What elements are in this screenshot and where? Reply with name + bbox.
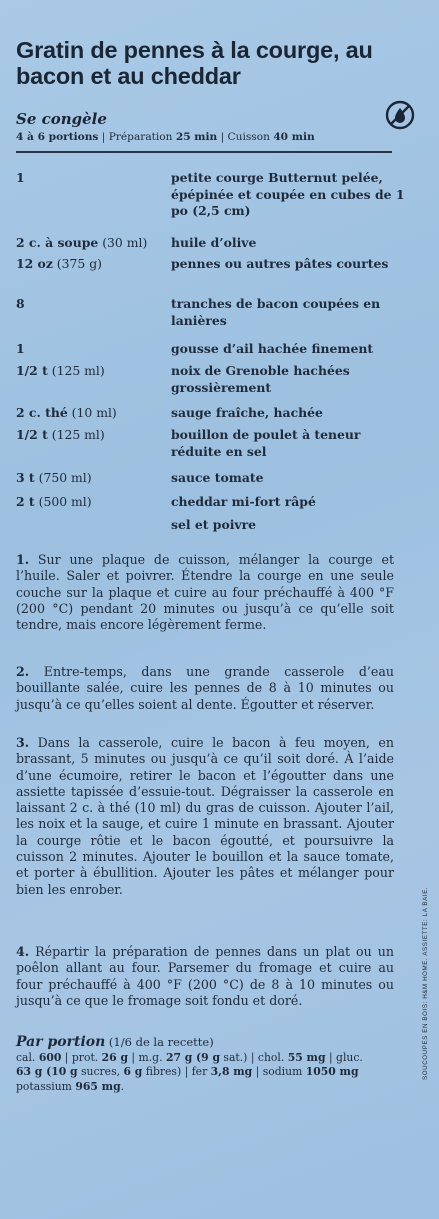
ingredient-name: sauge fraîche, hachée bbox=[171, 405, 323, 420]
ingredient-qty: 12 oz (375 g) bbox=[16, 256, 102, 271]
ingredient-name: noix de Grenoble hachées grossièrement bbox=[171, 363, 350, 395]
step-1: 1. Sur une plaque de cuisson, mélanger la courge et l’huile. Saler et poivrer. Étendre la courge en une seule couche sur la plaque et cuire au four préchauffé à 400 °F (200 °C) pendant 20 minutes ou jusqu’à ce qu’elle soit tendre, mais encore légèrement ferme. bbox=[16, 552, 394, 633]
ingredient-qty: 1/2 t (125 ml) bbox=[16, 427, 105, 442]
meta-separator: | bbox=[217, 131, 228, 143]
step-3: 3. Dans la casserole, cuire le bacon à feu moyen, en brassant, 5 minutes ou jusqu’à ce qu’il soit doré. À l’aide d’une écumoire, retirer le bacon et l’égoutter dans une assiette tapissée d’essuie-tout. Dégraisser la casserole en laissant 2 c. à thé (10 ml) du gras de cuisson. Ajouter l’ail, les noix et la sauge, et cuire 1 minute en brassant. Ajouter la courge rôtie et le bacon égoutté, et poursuivre la cuisson 2 minutes. Ajouter le bouillon et la sauce tomate, et porter à ébullition. Ajouter les pâtes et mélanger pour bien les enrober. bbox=[16, 735, 394, 897]
ingredient-name: petite courge Butternut pelée, épépinée et coupée en cubes de 1 po (2,5 cm) bbox=[171, 170, 405, 218]
step-4: 4. Répartir la préparation de pennes dans un plat ou un poêlon allant au four. Parsemer du fromage et cuire au four préchauffé à 400 °F (200 °C) de 8 à 10 minutes ou jusqu’à ce que le fromage soit fondu et doré. bbox=[16, 944, 394, 1008]
freeze-label: Se congèle bbox=[16, 110, 107, 128]
ingredient-qty: 1 bbox=[16, 170, 25, 185]
ingredient-qty: 2 c. à soupe (30 ml) bbox=[16, 235, 148, 250]
divider bbox=[16, 151, 392, 153]
meta-separator: | bbox=[98, 131, 109, 143]
ingredient-name: bouillon de poulet à teneur réduite en sel bbox=[171, 427, 361, 459]
recipe-title: Gratin de pennes à la courge, au bacon et au cheddar bbox=[16, 37, 373, 89]
prep-time: 25 min bbox=[175, 131, 218, 143]
photo-credit: SOUCOUPES EN BOIS: H&M HOME. ASSIETTE: LA BAIE. bbox=[422, 886, 429, 1080]
ingredient-name: pennes ou autres pâtes courtes bbox=[171, 256, 389, 271]
ingredient-name: sauce tomate bbox=[171, 470, 264, 485]
portions: 4 à 6 portions bbox=[16, 131, 99, 143]
ingredient-qty: 1 bbox=[16, 341, 25, 356]
ingredient-name: tranches de bacon coupées en lanières bbox=[171, 296, 381, 328]
cook-time: 40 min bbox=[273, 131, 315, 143]
nutrition-heading: Par portion (1/6 de la recette) bbox=[16, 1034, 214, 1050]
ingredient-name: cheddar mi-fort râpé bbox=[171, 494, 316, 509]
ingredient-name: sel et poivre bbox=[171, 517, 257, 532]
ingredient-qty: 8 bbox=[16, 296, 25, 311]
no-freeze-icon bbox=[385, 100, 415, 130]
cook-label: Cuisson bbox=[227, 131, 274, 143]
ingredient-name: gousse d’ail hachée finement bbox=[171, 341, 374, 356]
ingredient-qty: 3 t (750 ml) bbox=[16, 470, 92, 485]
ingredient-qty: 1/2 t (125 ml) bbox=[16, 363, 105, 378]
prep-label: Préparation bbox=[108, 131, 176, 143]
step-2: 2. Entre-temps, dans une grande casserole d’eau bouillante salée, cuire les pennes de 8 à 10 minutes ou jusqu’à ce qu’elles soient al dente. Égoutter et réserver. bbox=[16, 664, 394, 712]
ingredient-qty: 2 c. thé (10 ml) bbox=[16, 405, 117, 420]
recipe-meta bbox=[16, 131, 426, 143]
nutrition-facts: cal. 600 | prot. 26 g | m.g. 27 g (9 g sat.) | chol. 55 mg | gluc. 63 g (10 g sucres, 6 g fibres) | fer 3,8 mg | sodium 1050 mg potassium 965 mg. bbox=[16, 1051, 363, 1093]
ingredient-name: huile d’olive bbox=[171, 235, 257, 250]
ingredient-qty: 2 t (500 ml) bbox=[16, 494, 92, 509]
